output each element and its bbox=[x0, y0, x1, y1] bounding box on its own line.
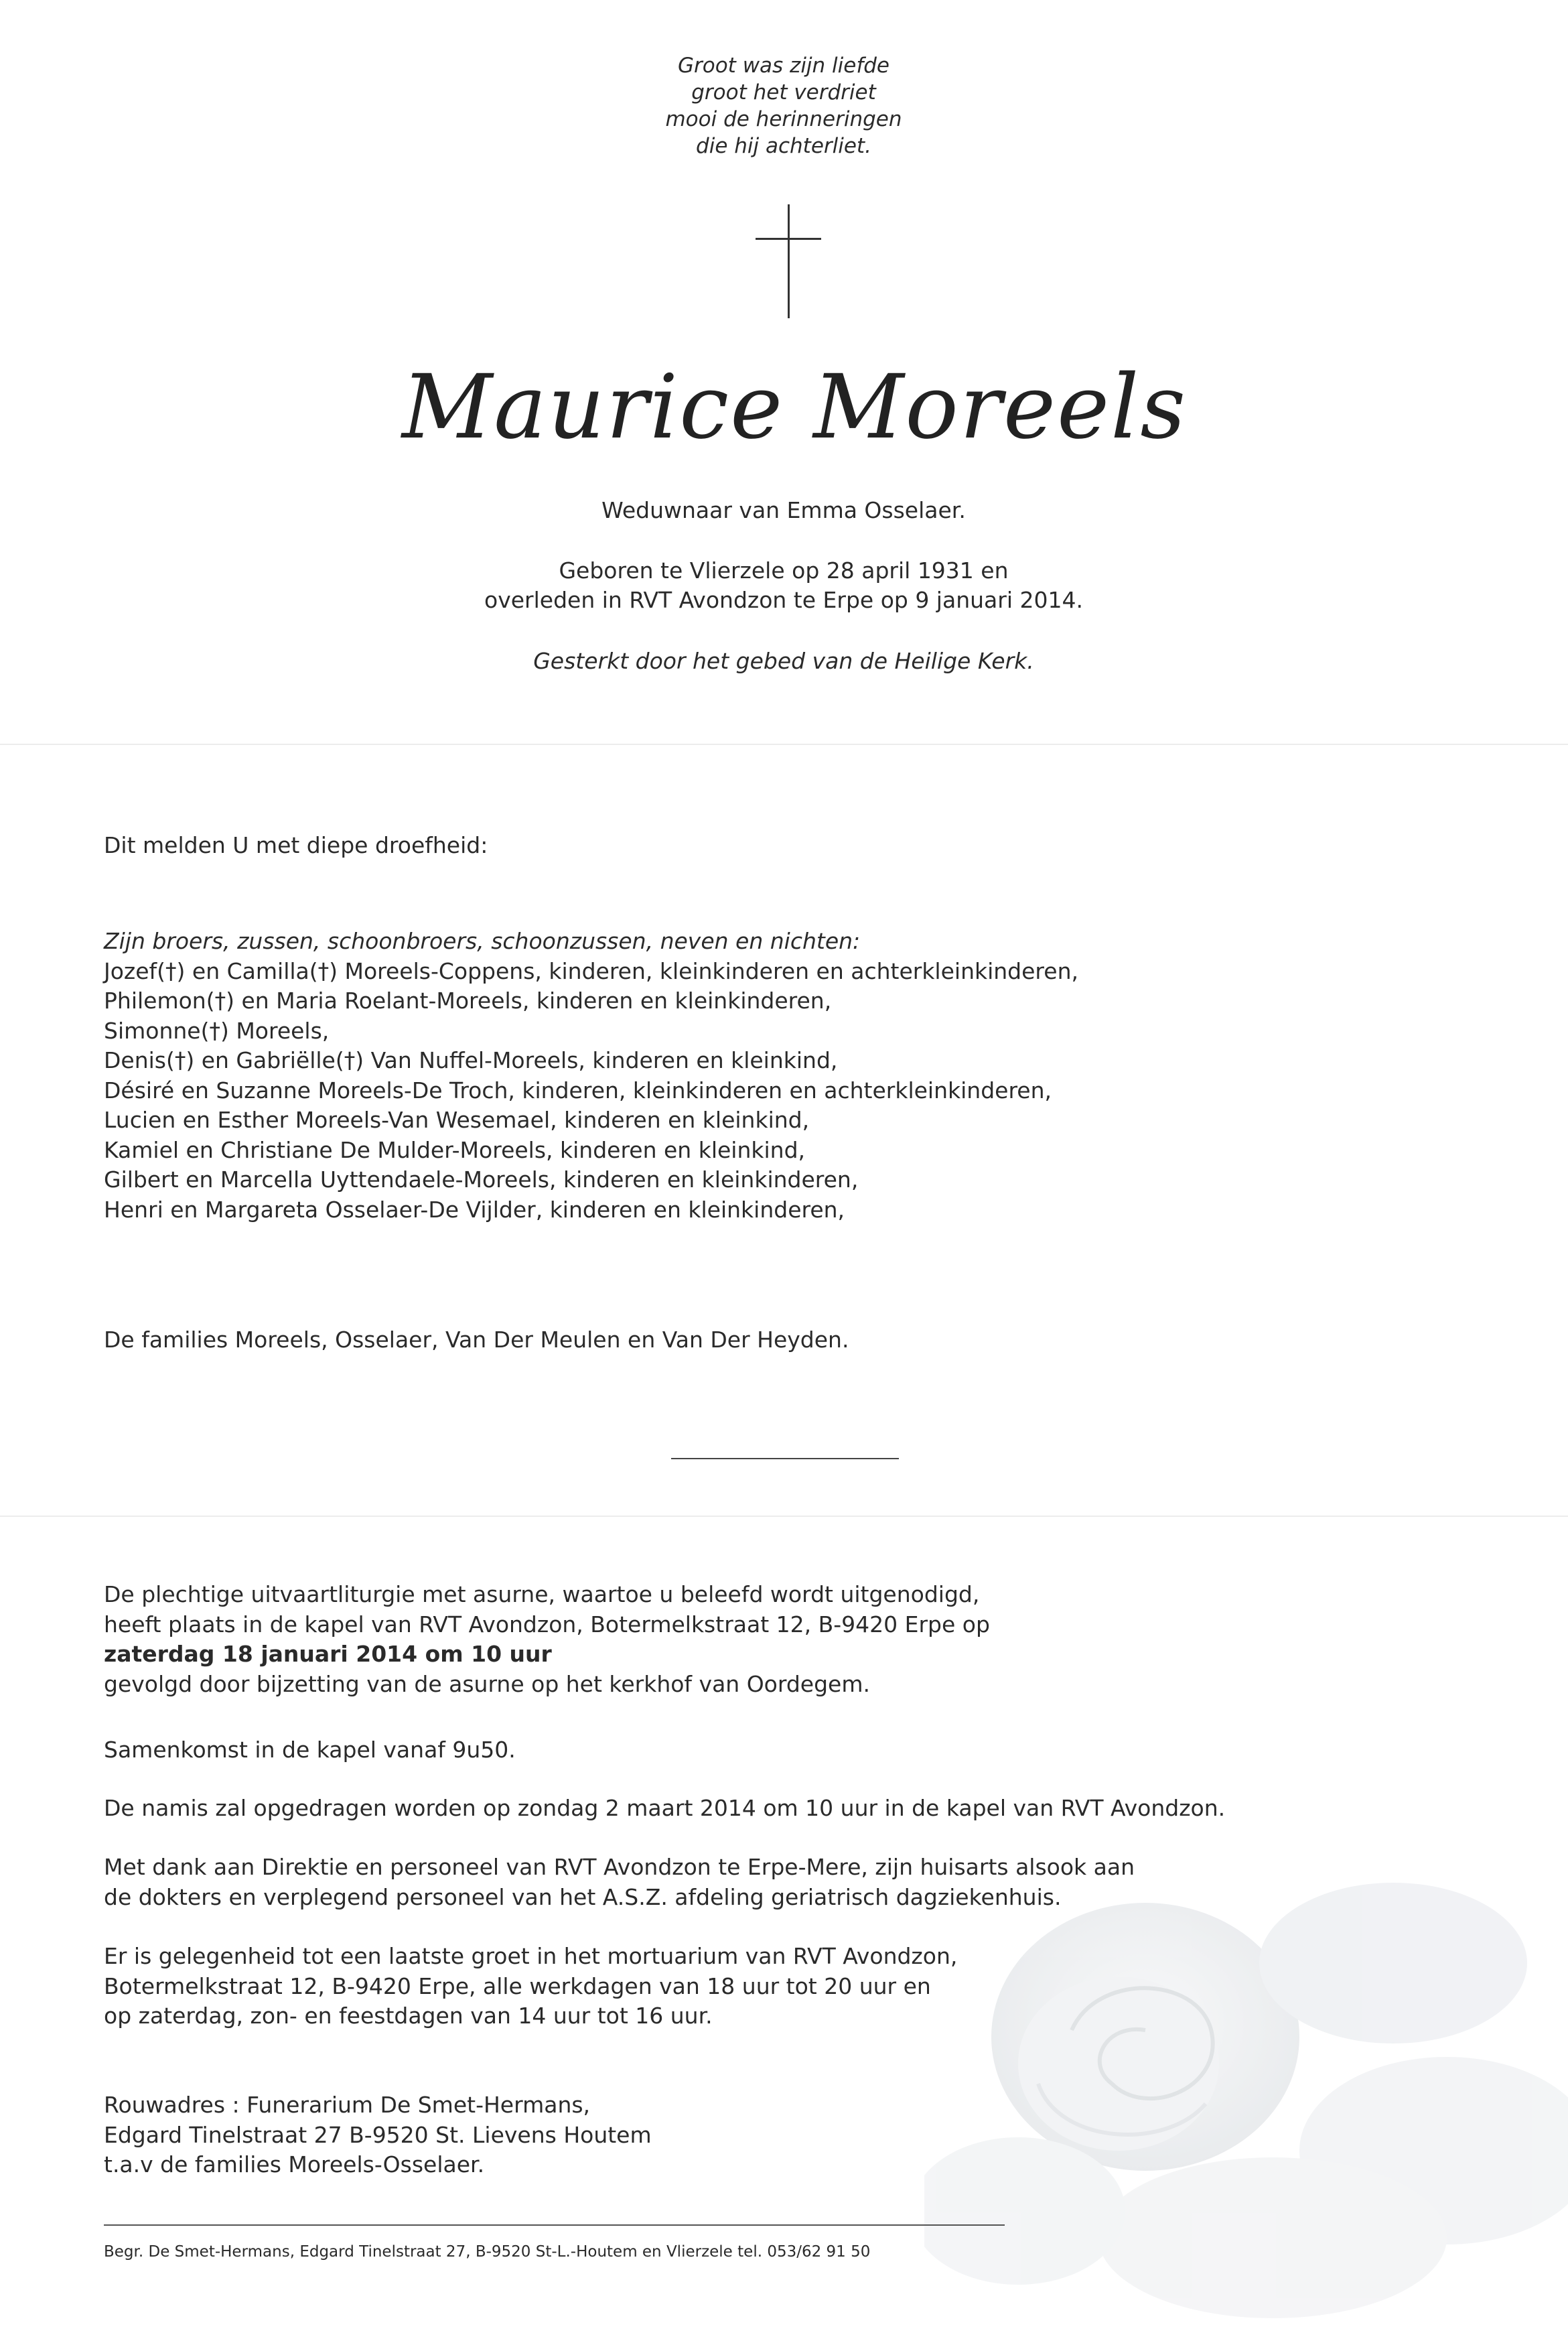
death-line: overleden in RVT Avondzon te Erpe op 9 januari 2014. bbox=[484, 587, 1083, 613]
service-line: gevolgd door bijzetting van de asurne op het kerkhof van Oordegem. bbox=[104, 1670, 870, 1697]
visit-block bbox=[104, 1942, 957, 2031]
thanks-line: Met dank aan Direktie en personeel van RVT Avondzon te Erpe-Mere, zijn huisarts alsook aan bbox=[104, 1854, 1135, 1880]
visit-line: Botermelkstraat 12, B-9420 Erpe, alle werkdagen van 18 uur tot 20 uur en bbox=[104, 1972, 931, 1999]
mourning-address bbox=[104, 2090, 652, 2180]
family-line: Désiré en Suzanne Moreels-De Troch, kinderen, kleinkinderen en achterkleinkinderen, bbox=[104, 1077, 1052, 1103]
family-line: Gilbert en Marcella Uyttendaele-Moreels, kinderen en kleinkinderen, bbox=[104, 1166, 859, 1193]
service-line: De plechtige uitvaartliturgie met asurne, waartoe u beleefd wordt uitgenodigd, bbox=[104, 1581, 980, 1607]
address-line: t.a.v de families Moreels-Osselaer. bbox=[104, 2151, 485, 2178]
family-line: Henri en Margareta Osselaer-De Vijlder, kinderen en kleinkinderen, bbox=[104, 1196, 845, 1223]
announcement-intro: Dit melden U met diepe droefheid: bbox=[104, 832, 488, 858]
birth-death-info bbox=[382, 556, 1186, 615]
thanks-line: de dokters en verplegend personeel van het A.S.Z. afdeling geriatrisch dagziekenhuis. bbox=[104, 1883, 1062, 1910]
mass-line: De namis zal opgedragen worden op zondag 2 maart 2014 om 10 uur in de kapel van RVT Avondzon. bbox=[104, 1795, 1226, 1821]
service-date: zaterdag 18 januari 2014 om 10 uur bbox=[104, 1641, 552, 1667]
family-line: Denis(†) en Gabriëlle(†) Van Nuffel-Moreels, kinderen en kleinkind, bbox=[104, 1047, 838, 1073]
address-line: Edgard Tinelstraat 27 B-9520 St. Lievens Houtem bbox=[104, 2121, 652, 2148]
family-line: Jozef(†) en Camilla(†) Moreels-Coppens, kinderen, kleinkinderen en achterkleinkinderen, bbox=[104, 957, 1078, 984]
family-line: Kamiel en Christiane De Mulder-Moreels, kinderen en kleinkind, bbox=[104, 1136, 806, 1163]
poem-line: mooi de herinneringen bbox=[665, 107, 902, 131]
cross-icon-bar bbox=[756, 238, 821, 240]
service-line: heeft plaats in de kapel van RVT Avondzon, Botermelkstraat 12, B-9420 Erpe op bbox=[104, 1611, 990, 1637]
poem-line: groot het verdriet bbox=[691, 80, 876, 105]
service-info bbox=[104, 1580, 990, 1699]
faith-line: Gesterkt door het gebed van de Heilige Kerk. bbox=[533, 648, 1034, 674]
families-line: De families Moreels, Osselaer, Van Der Meulen en Van Der Heyden. bbox=[104, 1327, 849, 1353]
family-line: Philemon(†) en Maria Roelant-Moreels, kinderen en kleinkinderen, bbox=[104, 988, 832, 1014]
family-list bbox=[104, 927, 1078, 1225]
birth-line: Geboren te Vlierzele op 28 april 1931 en bbox=[559, 557, 1009, 584]
visit-line: op zaterdag, zon- en feestdagen van 14 uur tot 16 uur. bbox=[104, 2003, 713, 2029]
family-heading: Zijn broers, zussen, schoonbroers, schoonzussen, neven en nichten: bbox=[104, 928, 861, 954]
family-line: Simonne(†) Moreels, bbox=[104, 1017, 330, 1044]
address-line: Rouwadres : Funerarium De Smet-Hermans, bbox=[104, 2092, 591, 2118]
fold-line bbox=[0, 1516, 1568, 1517]
separator-line bbox=[671, 1458, 899, 1459]
spouse-line: Weduwnaar van Emma Osselaer. bbox=[601, 497, 966, 523]
fold-line bbox=[0, 744, 1568, 745]
poem-line: Groot was zijn liefde bbox=[677, 54, 890, 78]
footer-text: Begr. De Smet-Hermans, Edgard Tinelstraat 27, B-9520 St-L.-Houtem en Vlierzele tel. 053/62 91 50 bbox=[104, 2243, 871, 2261]
thanks-block bbox=[104, 1853, 1135, 1912]
family-line: Lucien en Esther Moreels-Van Wesemael, kinderen en kleinkind, bbox=[104, 1107, 810, 1133]
gathering-line: Samenkomst in de kapel vanaf 9u50. bbox=[104, 1737, 516, 1763]
poem-line: die hij achterliet. bbox=[696, 134, 871, 158]
footer-divider bbox=[104, 2224, 1005, 2226]
rose-decoration bbox=[924, 1863, 1568, 2345]
cross-icon bbox=[788, 204, 790, 318]
poem bbox=[583, 52, 985, 159]
visit-line: Er is gelegenheid tot een laatste groet in het mortuarium van RVT Avondzon, bbox=[104, 1943, 958, 1969]
deceased-name: Maurice Moreels bbox=[402, 356, 1188, 459]
